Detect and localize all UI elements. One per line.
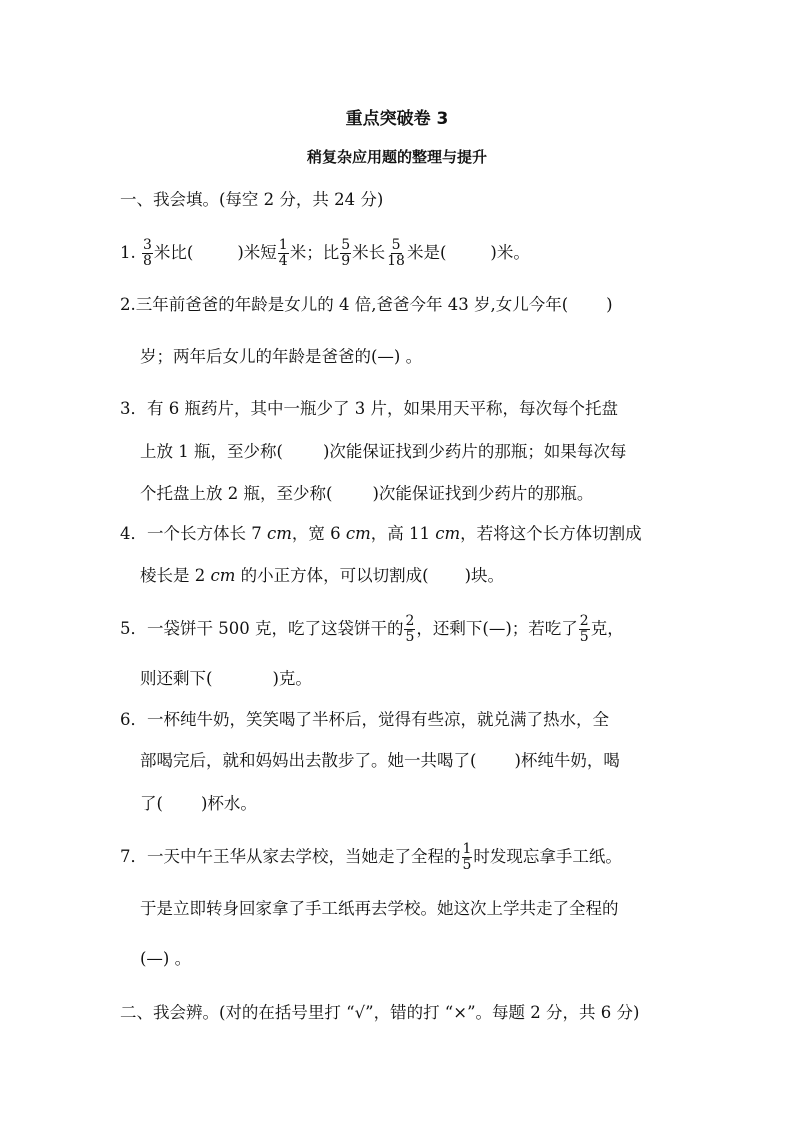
page-title: 重点突破卷 3 xyxy=(345,109,449,129)
question-7-line-2: 于是立即转身回家拿了手工纸再去学校。她这次上学共走了全程的 xyxy=(140,899,619,918)
question-6-line-3: 了( )杯水。 xyxy=(140,794,257,813)
question-4-line-1: 4．一个长方体长 7 cm，宽 6 cm，高 11 cm，若将这个长方体切割成 xyxy=(120,524,642,543)
question-7-line-3: (—) 。 xyxy=(140,949,192,968)
question-3-line-1: 3．有 6 瓶药片，其中一瓶少了 3 片，如果用天平称，每次每个托盘 xyxy=(120,399,618,418)
question-2-line-2: 岁；两年后女儿的年龄是爸爸的(—) 。 xyxy=(140,347,423,366)
question-6-line-2: 部喝完后，就和妈妈出去散步了。她一共喝了( )杯纯牛奶，喝 xyxy=(140,751,620,770)
section1-heading: 一、我会填。(每空 2 分，共 24 分) xyxy=(120,190,384,209)
fraction-5-18: $\frac{5}{18}$ xyxy=(387,237,405,269)
fraction-3-8: $\frac{3}{8}$ xyxy=(143,237,152,269)
fraction-5-9: $\frac{5}{9}$ xyxy=(341,237,351,269)
question-5-line-2: 则还剩下( )克。 xyxy=(140,669,312,688)
question-3-line-2: 上放 1 瓶，至少称( )次能保证找到少药片的那瓶；如果每次每 xyxy=(140,442,627,461)
fraction-1-4: $\frac{1}{4}$ xyxy=(278,237,288,269)
fraction-2-5: $\frac{2}{5}$ xyxy=(579,613,589,645)
fraction-1-5: $\frac{1}{5}$ xyxy=(462,841,472,873)
fraction-2-5: $\frac{2}{5}$ xyxy=(405,613,415,645)
page-subtitle: 稍复杂应用题的整理与提升 xyxy=(306,148,487,166)
question-5-line-1: 5．一袋饼干 500 克，吃了这袋饼干的 $\frac{2}{5}$ ，还剩下(—)；若吃了 $\frac{2}{5}$ 克， xyxy=(120,613,624,645)
section2-heading: 二、我会辨。(对的在括号里打 “√”，错的打 “×”。每题 2 分，共 6 分) xyxy=(120,1003,640,1022)
question-1: 1. $\frac{3}{8}$ 米比( )米短 $\frac{1}{4}$ 米；比 $\frac{5}{9}$ 米长 $\frac{5}{18}$ 米是( )米。 xyxy=(120,237,530,269)
question-7-line-1: 7．一天中午王华从家去学校，当她走了全程的 $\frac{1}{5}$ 时发现忘拿手工纸。 xyxy=(120,841,622,873)
question-4-line-2: 棱长是 2 cm 的小正方体，可以切割成( )块。 xyxy=(140,566,505,585)
question-3-line-3: 个托盘上放 2 瓶，至少称( )次能保证找到少药片的那瓶。 xyxy=(140,484,594,503)
question-2-line-1: 2.三年前爸爸的年龄是女儿的 4 倍,爸爸今年 43 岁,女儿今年( ) xyxy=(120,295,613,314)
question-6-line-1: 6．一杯纯牛奶，笑笑喝了半杯后，觉得有些凉，就兑满了热水，全 xyxy=(120,710,609,729)
